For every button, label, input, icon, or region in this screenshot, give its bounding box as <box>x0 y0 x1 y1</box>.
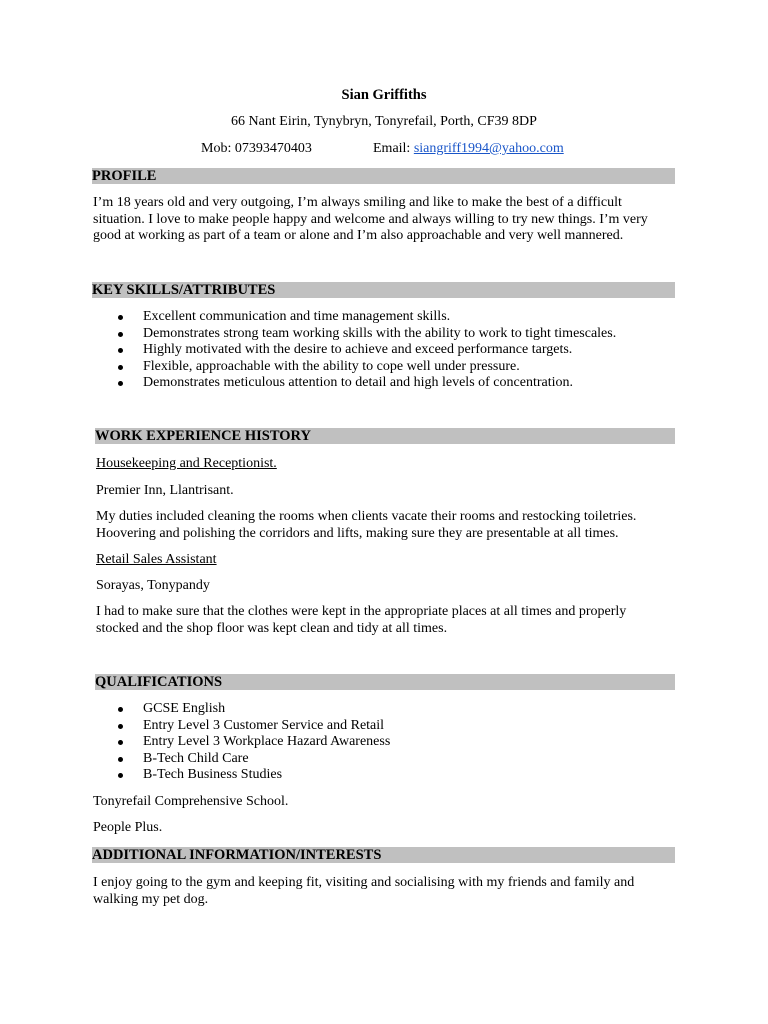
school-name: Tonyrefail Comprehensive School. <box>93 794 289 809</box>
candidate-name: Sian Griffiths <box>341 87 427 103</box>
mobile-number: Mob: 07393470403 <box>201 141 312 156</box>
profile-heading: PROFILE <box>92 168 675 184</box>
skills-heading: KEY SKILLS/ATTRIBUTES <box>92 282 675 298</box>
qualifications-list <box>93 701 693 784</box>
list-item: Excellent communication and time management skills. <box>93 309 693 326</box>
work-heading: WORK EXPERIENCE HISTORY <box>95 428 675 444</box>
email-line <box>373 141 564 157</box>
job-employer: Sorayas, Tonypandy <box>96 578 210 593</box>
email-link[interactable]: siangriff1994@yahoo.com <box>413 141 564 156</box>
list-item: Highly motivated with the desire to achieve and exceed performance targets. <box>93 342 693 359</box>
qualifications-heading: QUALIFICATIONS <box>95 674 675 690</box>
list-item: Entry Level 3 Workplace Hazard Awareness <box>93 734 693 751</box>
job-description: My duties included cleaning the rooms when clients vacate their rooms and restocking toiletries. Hoovering and polishing the corridors and lifts, making sure they are presentable at all times. <box>96 509 637 541</box>
list-item: Flexible, approachable with the ability to cope well under pressure. <box>93 359 693 376</box>
list-item: Demonstrates meticulous attention to detail and high levels of concentration. <box>93 375 693 392</box>
job-title: Retail Sales Assistant <box>96 552 217 567</box>
email-label: Email: <box>373 141 414 156</box>
list-item: Entry Level 3 Customer Service and Retail <box>93 718 693 735</box>
address: 66 Nant Eirin, Tynybryn, Tonyrefail, Porth, CF39 8DP <box>231 114 537 129</box>
additional-text: I enjoy going to the gym and keeping fit, visiting and socialising with my friends and family and walking my pet dog. <box>93 875 635 907</box>
profile-text: I’m 18 years old and very outgoing, I’m always smiling and like to make the best of a difficult situation. I love to make people happy and welcome and always willing to try new things. I’m very good at working as part of a team or alone and I’m also approachable and very well mannered. <box>93 195 648 244</box>
list-item: B-Tech Business Studies <box>93 767 693 784</box>
job-employer: Premier Inn, Llantrisant. <box>96 483 234 498</box>
skills-list <box>93 309 693 392</box>
additional-heading: ADDITIONAL INFORMATION/INTERESTS <box>92 847 675 863</box>
school-name: People Plus. <box>93 820 163 835</box>
list-item: Demonstrates strong team working skills with the ability to work to tight timescales. <box>93 326 693 343</box>
job-description: I had to make sure that the clothes were kept in the appropriate places at all times and properly stocked and the shop floor was kept clean and tidy at all times. <box>96 604 627 636</box>
list-item: GCSE English <box>93 701 693 718</box>
list-item: B-Tech Child Care <box>93 751 693 768</box>
job-title: Housekeeping and Receptionist. <box>96 456 277 471</box>
